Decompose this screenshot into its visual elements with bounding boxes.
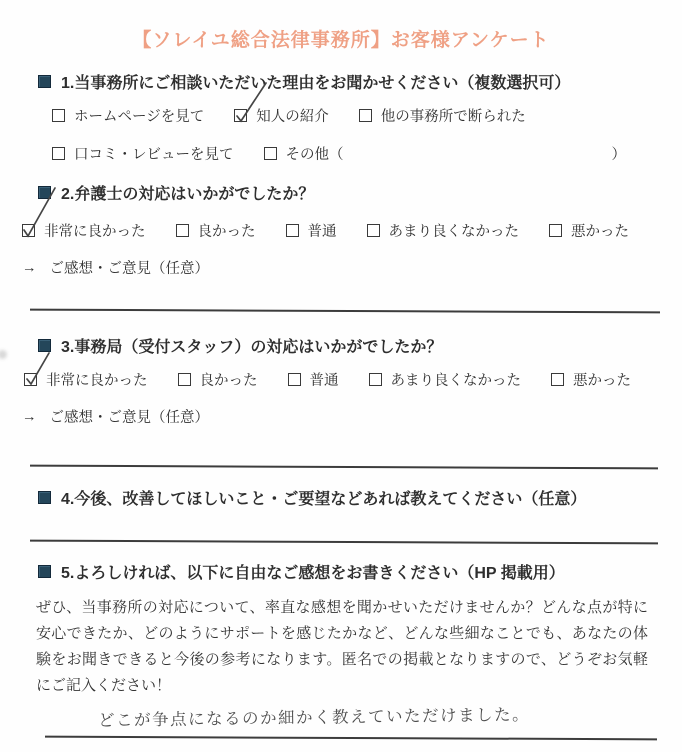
q3-option-poor-label: あまり良くなかった	[390, 373, 521, 389]
q2-feedback-label: ご感想・ご意見（任意）	[49, 261, 209, 277]
question-1-options-row-2	[52, 143, 626, 164]
q1-option-other-checkbox[interactable]	[264, 147, 277, 160]
section-bullet-icon	[38, 565, 51, 578]
q2-option-good	[176, 220, 256, 241]
arrow-icon: →	[22, 408, 37, 425]
q2-option-neutral-checkbox[interactable]	[286, 224, 299, 237]
q1-option-referral-checkbox[interactable]	[234, 109, 247, 122]
q2-option-bad-label: 悪かった	[571, 224, 629, 240]
q3-option-good-checkbox[interactable]	[178, 373, 191, 386]
q1-option-reviews-label: 口コミ・レビューを見て	[74, 147, 234, 163]
q2-option-good-checkbox[interactable]	[176, 224, 189, 237]
q3-option-neutral-checkbox[interactable]	[288, 373, 301, 386]
question-4-heading	[38, 486, 586, 509]
q5-handwritten-answer: どこが争点になるのか細かく教えていただけました。	[97, 705, 531, 731]
q3-option-bad-label: 悪かった	[573, 373, 631, 389]
q1-option-homepage	[52, 105, 204, 126]
q2-option-excellent	[22, 220, 146, 241]
question-1-heading-label: 1.当事務所にご相談いただいた理由をお聞かせください（複数選択可）	[61, 75, 571, 92]
answer-underline	[45, 736, 657, 741]
q1-option-homepage-checkbox[interactable]	[52, 109, 65, 122]
question-4-heading-label: 4.今後、改善してほしいこと・ご要望などあれば教えてください（任意）	[61, 491, 587, 508]
q3-option-poor-checkbox[interactable]	[369, 373, 382, 386]
q1-option-reviews-checkbox[interactable]	[52, 147, 65, 160]
question-2-heading	[38, 181, 314, 204]
question-1-heading	[38, 70, 570, 93]
q2-option-poor	[367, 220, 520, 241]
q2-feedback-prompt	[22, 257, 209, 278]
q2-option-bad	[549, 220, 629, 241]
q3-option-neutral	[288, 369, 339, 390]
q3-option-poor	[369, 369, 522, 390]
q1-option-reviews	[52, 143, 234, 164]
page-title: 【ソレイユ総合法律事務所】お客様アンケート	[132, 30, 550, 51]
q2-option-poor-checkbox[interactable]	[367, 224, 380, 237]
q2-option-neutral	[286, 220, 337, 241]
q1-option-referral-label: 知人の紹介	[256, 109, 329, 125]
q3-option-neutral-label: 普通	[309, 373, 339, 389]
q3-feedback-prompt	[22, 406, 209, 427]
question-3-heading	[38, 334, 442, 357]
section-divider	[30, 540, 658, 545]
q3-option-excellent-checkbox[interactable]	[24, 373, 37, 386]
q1-option-referral	[234, 105, 329, 126]
q5-description: ぜひ、当事務所の対応について、率直な感想を聞かせいただけませんか？どんな点が特に安心できたか、どのようにサポートを感じたかなど、どんな些細なことでも、あなたの体験をお聞きできると今後の参考になります。匿名での掲載となりますので、どうぞお気軽にご記入ください！	[36, 599, 648, 694]
q2-option-excellent-label: 非常に良かった	[44, 224, 146, 240]
question-3-options-row	[24, 369, 631, 390]
question-2-options-row	[22, 220, 629, 241]
question-5-heading	[38, 560, 565, 583]
q3-option-bad	[551, 369, 631, 390]
q2-option-poor-label: あまり良くなかった	[388, 224, 519, 240]
q3-option-bad-checkbox[interactable]	[551, 373, 564, 386]
q1-option-turned-away-label: 他の事務所で断られた	[380, 109, 526, 125]
section-bullet-icon	[38, 339, 51, 352]
scan-artifact	[0, 350, 7, 359]
section-divider	[30, 309, 660, 314]
question-5-heading-label: 5.よろしければ、以下に自由なご感想をお書きください（HP 掲載用）	[61, 565, 565, 582]
q1-option-turned-away	[359, 105, 526, 126]
q1-option-homepage-label: ホームページを見て	[74, 109, 205, 125]
section-bullet-icon	[38, 491, 51, 504]
q3-option-good-label: 良かった	[199, 373, 258, 389]
q3-option-good	[178, 369, 258, 390]
q3-option-excellent-label: 非常に良かった	[46, 373, 148, 389]
arrow-icon: →	[22, 259, 37, 276]
section-divider	[30, 465, 658, 470]
q3-feedback-label: ご感想・ご意見（任意）	[49, 410, 209, 426]
q2-option-good-label: 良かった	[197, 224, 256, 240]
q1-option-other	[264, 143, 627, 164]
q2-option-excellent-checkbox[interactable]	[22, 224, 35, 237]
q2-option-bad-checkbox[interactable]	[549, 224, 562, 237]
q1-option-turned-away-checkbox[interactable]	[359, 109, 372, 122]
q3-option-excellent	[24, 369, 148, 390]
question-1-options-row-1	[52, 105, 526, 126]
question-3-heading-label: 3.事務局（受付スタッフ）の対応はいかがでしたか？	[61, 339, 443, 356]
q1-other-paren-open: （	[329, 147, 344, 163]
q1-other-paren-close: ）	[611, 147, 626, 163]
section-bullet-icon	[38, 75, 51, 88]
q1-option-other-label: その他	[285, 147, 329, 163]
q2-option-neutral-label: 普通	[307, 224, 337, 240]
section-bullet-icon	[38, 186, 51, 199]
question-2-heading-label: 2.弁護士の対応はいかがでしたか？	[61, 186, 315, 203]
